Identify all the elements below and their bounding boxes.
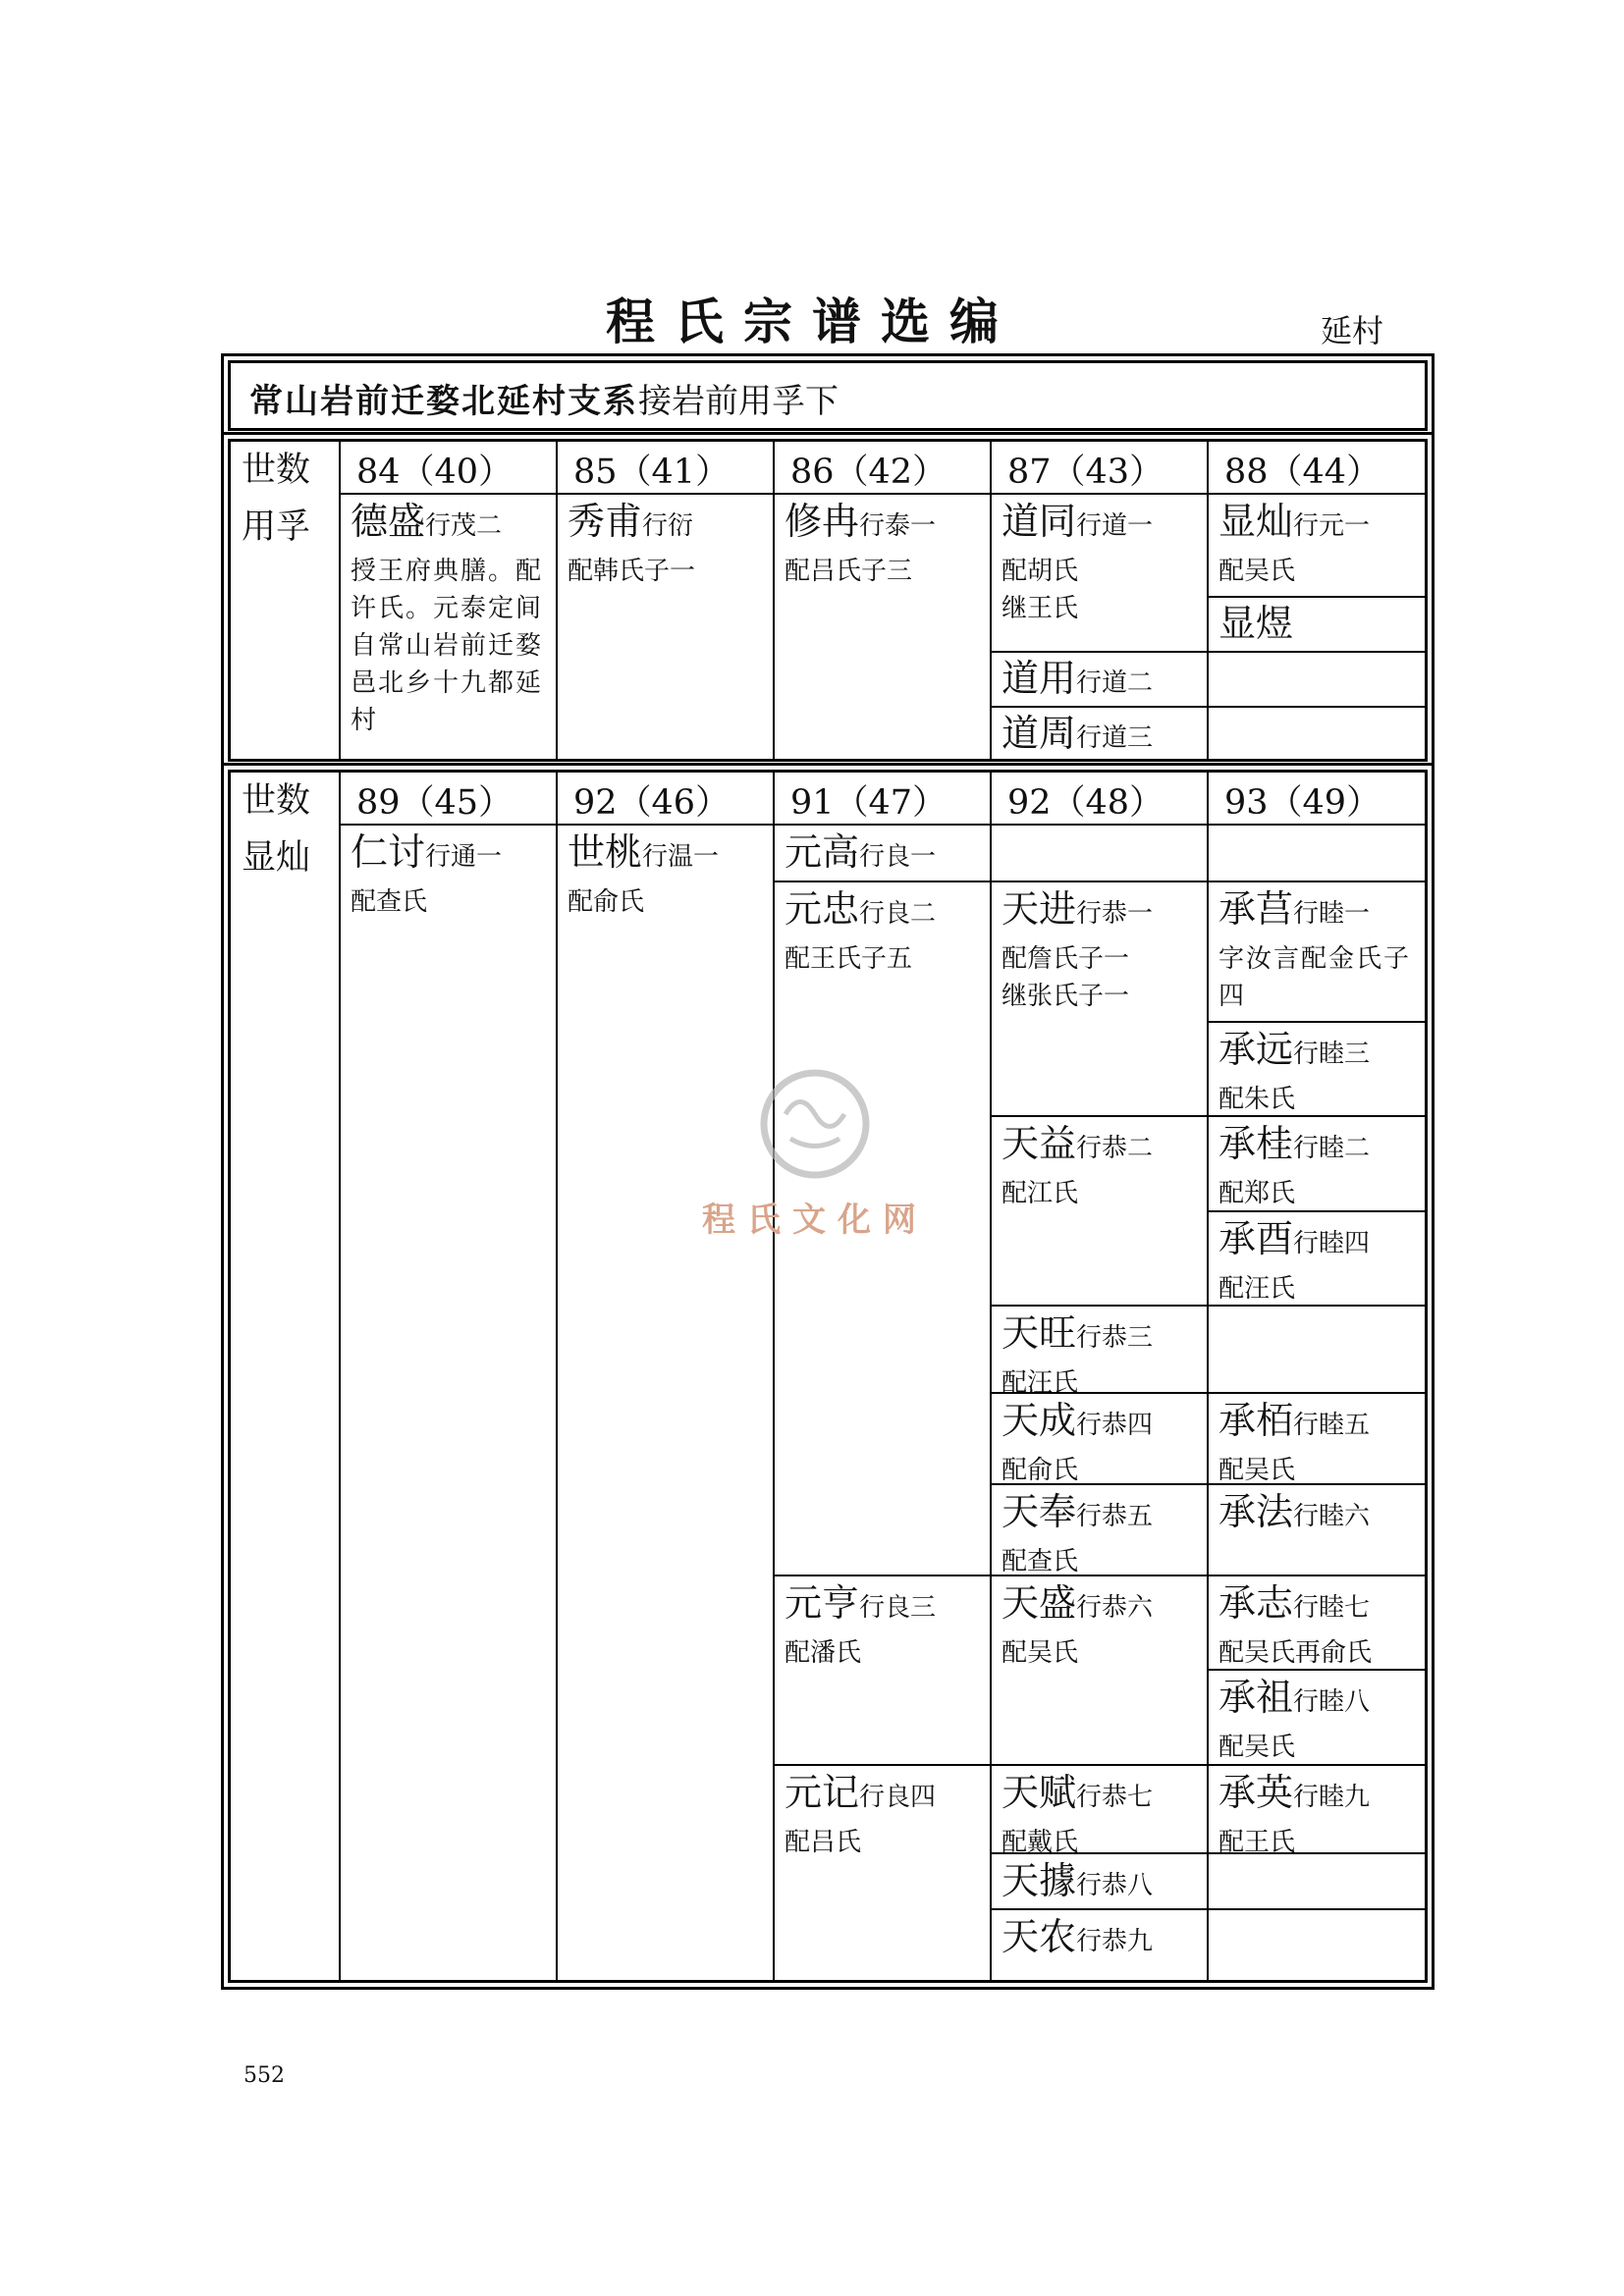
- person-note: 配郑氏: [1218, 1179, 1296, 1208]
- watermark-text: 程氏文化网: [702, 1201, 928, 1240]
- person-name: 承志: [1218, 1581, 1294, 1625]
- person-name: 天據: [1001, 1859, 1077, 1902]
- person-rank: 行睦一: [1293, 899, 1371, 929]
- person-name: 元亨: [785, 1581, 860, 1625]
- gen-label: 世数: [242, 781, 311, 821]
- page-number: 552: [244, 2063, 285, 2088]
- person-note: 配查氏: [351, 887, 428, 917]
- person-name: 天奉: [1001, 1490, 1077, 1533]
- watermark: [687, 1065, 943, 1252]
- person-rank: 行良二: [859, 899, 937, 929]
- person-entry: [1218, 1488, 1420, 1543]
- person-name: 天旺: [1001, 1311, 1077, 1355]
- person-name: 显煜: [1218, 602, 1294, 645]
- person-note: 配吴氏: [1218, 557, 1296, 586]
- person-rank: 行良三: [859, 1593, 937, 1623]
- gen-header: 92（48）: [1007, 783, 1164, 823]
- person-rank: 行茂二: [425, 511, 503, 541]
- genealogy-table-1: [221, 432, 1435, 769]
- person-note: 配潘氏: [785, 1638, 862, 1668]
- gen-label: 世数: [242, 451, 311, 490]
- person-entry: [785, 828, 986, 883]
- person-rank: 行恭七: [1076, 1783, 1154, 1812]
- person-entry: [1001, 1579, 1203, 1672]
- person-entry: [1001, 710, 1203, 765]
- gen-header: 86（42）: [790, 453, 947, 492]
- person-entry: [1001, 1488, 1203, 1580]
- gen-header: 89（45）: [356, 783, 514, 823]
- person-rank: 行道一: [1076, 511, 1154, 541]
- person-rank: 行睦七: [1293, 1593, 1371, 1623]
- person-note: 配江氏: [1001, 1179, 1079, 1208]
- person-entry: [1001, 1397, 1203, 1489]
- person-name: 承远: [1218, 1028, 1294, 1071]
- person-rank: 行睦九: [1293, 1783, 1371, 1812]
- person-note: 配吕氏: [785, 1828, 862, 1857]
- person-entry: [351, 498, 547, 739]
- person-rank: 行良四: [859, 1783, 937, 1812]
- person-rank: 行睦二: [1293, 1134, 1371, 1163]
- person-name: 承祖: [1218, 1676, 1294, 1719]
- person-entry: [1001, 1769, 1203, 1861]
- person-entry: [1001, 885, 1203, 1015]
- person-note: 授王府典膳。配许氏。元泰定间自常山岩前迁婺邑北乡十九都延村: [351, 557, 544, 735]
- person-note: 配吴氏: [1218, 1456, 1296, 1485]
- person-name: 道同: [1001, 500, 1077, 543]
- person-rank: 行恭二: [1076, 1134, 1154, 1163]
- person-entry: [785, 885, 986, 978]
- person-rank: 行道二: [1076, 668, 1154, 698]
- person-rank: 行睦五: [1293, 1411, 1371, 1440]
- person-entry: [785, 1769, 986, 1861]
- person-entry: [1001, 655, 1203, 710]
- person-name: 仁讨: [351, 830, 426, 874]
- person-entry: [1218, 1397, 1420, 1489]
- person-name: 承法: [1218, 1490, 1294, 1533]
- person-name: 德盛: [351, 500, 426, 543]
- person-note: 配韩氏子一: [568, 557, 696, 586]
- person-note: 继王氏: [1001, 594, 1079, 623]
- person-entry: [351, 828, 552, 921]
- person-note: 字汝言配金氏子四: [1218, 944, 1412, 1011]
- person-entry: [1001, 1913, 1203, 1968]
- person-entry: [1218, 1769, 1420, 1861]
- person-entry: [1218, 1026, 1420, 1118]
- village-name: 延村: [1321, 312, 1384, 349]
- person-rank: 行睦六: [1293, 1502, 1371, 1531]
- person-note: 继张氏子一: [1001, 982, 1130, 1011]
- person-name: 天进: [1001, 887, 1077, 931]
- person-name: 元高: [785, 830, 860, 874]
- person-rank: 行睦三: [1293, 1040, 1371, 1069]
- person-note: 配朱氏: [1218, 1085, 1296, 1114]
- person-entry: [1218, 600, 1420, 655]
- gen-header: 88（44）: [1224, 453, 1381, 492]
- person-name: 天赋: [1001, 1771, 1077, 1814]
- person-rank: 行恭一: [1076, 899, 1154, 929]
- person-rank: 行恭三: [1076, 1323, 1154, 1353]
- person-name: 天盛: [1001, 1581, 1077, 1625]
- person-entry: [1001, 1120, 1203, 1212]
- person-name: 天成: [1001, 1399, 1077, 1442]
- person-name: 天益: [1001, 1122, 1077, 1165]
- person-name: 承栢: [1218, 1399, 1294, 1442]
- person-name: 承桂: [1218, 1122, 1294, 1165]
- person-note: 配吕氏子三: [785, 557, 913, 586]
- person-name: 道周: [1001, 712, 1077, 755]
- person-rank: 行温一: [642, 842, 720, 872]
- person-name: 元忠: [785, 887, 860, 931]
- person-name: 元记: [785, 1771, 860, 1814]
- person-note: 配汪氏: [1001, 1368, 1079, 1398]
- branch-suffix: 接岩前用孚下: [638, 382, 839, 421]
- person-note: 配吴氏: [1218, 1733, 1296, 1762]
- gen-header: 92（46）: [573, 783, 731, 823]
- gen-header: 93（49）: [1224, 783, 1381, 823]
- person-entry: [1001, 498, 1203, 627]
- branch-banner: [221, 353, 1435, 438]
- branch-title: [249, 374, 839, 422]
- person-rank: 行通一: [425, 842, 503, 872]
- gen-header: 91（47）: [790, 783, 947, 823]
- person-note: 配汪氏: [1218, 1274, 1296, 1304]
- person-rank: 行恭六: [1076, 1593, 1154, 1623]
- person-name: 天农: [1001, 1915, 1077, 1958]
- gen-header: 85（41）: [573, 453, 731, 492]
- person-note: 配戴氏: [1001, 1828, 1079, 1857]
- person-entry: [568, 498, 769, 590]
- person-note: 配王氏: [1218, 1828, 1296, 1857]
- person-name: 承英: [1218, 1771, 1294, 1814]
- person-rank: 行恭四: [1076, 1411, 1154, 1440]
- person-name: 世桃: [568, 830, 643, 874]
- person-entry: [1001, 1857, 1203, 1912]
- person-entry: [568, 828, 769, 921]
- row-label: 显灿: [242, 838, 311, 878]
- person-note: 配俞氏: [568, 887, 645, 917]
- row-label: 用孚: [242, 507, 311, 547]
- person-note: 配查氏: [1001, 1547, 1079, 1576]
- person-rank: 行泰一: [859, 511, 937, 541]
- person-name: 承酉: [1218, 1217, 1294, 1260]
- person-rank: 行恭九: [1076, 1927, 1154, 1956]
- person-name: 显灿: [1218, 500, 1294, 543]
- person-name: 道用: [1001, 657, 1077, 700]
- person-rank: 行恭五: [1076, 1502, 1154, 1531]
- person-rank: 行道三: [1076, 723, 1154, 753]
- person-note: 配詹氏子一: [1001, 944, 1130, 974]
- person-name: 秀甫: [568, 500, 643, 543]
- person-rank: 行睦四: [1293, 1229, 1371, 1258]
- person-note: 配俞氏: [1001, 1456, 1079, 1485]
- person-rank: 行良一: [859, 842, 937, 872]
- gen-header: 84（40）: [356, 453, 514, 492]
- person-entry: [1218, 498, 1420, 590]
- person-rank: 行恭八: [1076, 1871, 1154, 1900]
- person-entry: [1218, 1215, 1420, 1308]
- person-note: 配吴氏: [1001, 1638, 1079, 1668]
- person-note: 配王氏子五: [785, 944, 913, 974]
- seal-logo-icon: [687, 1065, 943, 1193]
- person-name: 承莒: [1218, 887, 1294, 931]
- genealogy-table-2: [221, 763, 1435, 1990]
- person-entry: [785, 1579, 986, 1672]
- person-entry: [1218, 1579, 1420, 1672]
- book-title: 程氏宗谱选编: [606, 294, 1018, 350]
- person-entry: [785, 498, 986, 590]
- gen-header: 87（43）: [1007, 453, 1164, 492]
- person-entry: [1218, 1120, 1420, 1212]
- person-note: 配胡氏: [1001, 557, 1079, 586]
- person-entry: [1001, 1309, 1203, 1402]
- person-rank: 行衍: [642, 511, 694, 541]
- person-note: 配吴氏再俞氏: [1218, 1638, 1373, 1668]
- person-rank: 行元一: [1293, 511, 1371, 541]
- branch-name: 常山岩前迁婺北延村支系: [249, 382, 638, 421]
- person-name: 修冉: [785, 500, 860, 543]
- person-rank: 行睦八: [1293, 1687, 1371, 1717]
- person-entry: [1218, 1674, 1420, 1766]
- person-entry: [1218, 885, 1420, 1015]
